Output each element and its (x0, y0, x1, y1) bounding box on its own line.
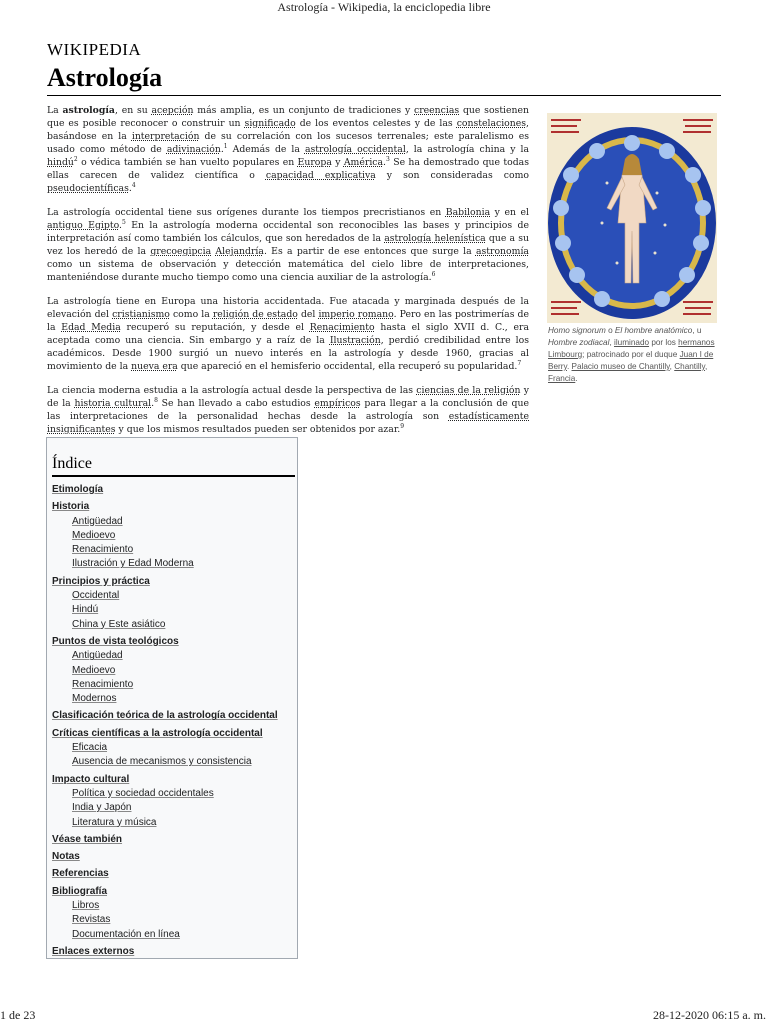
link-antiguo-egipto[interactable]: antiguo Egipto (47, 220, 120, 231)
link-chantilly[interactable]: Chantilly (674, 362, 706, 371)
page-title: Astrología (47, 62, 721, 96)
print-header: Astrología - Wikipedia, la enciclopedia libre (277, 0, 491, 14)
toc-link[interactable]: Ausencia de mecanismos y consistencia (72, 756, 252, 768)
toc-link[interactable]: Libros (72, 900, 100, 912)
toc-item (51, 649, 293, 663)
link-astronomia[interactable]: astronomía (475, 246, 529, 257)
toc-item (51, 603, 293, 617)
link-grecoegipcia[interactable]: grecoegipcia (150, 246, 212, 257)
toc-item (51, 899, 293, 913)
toc-item (51, 801, 293, 815)
ref-8[interactable]: 8 (154, 396, 158, 404)
link-historia-cultural[interactable]: historia cultural (74, 398, 152, 409)
toc-item (51, 664, 293, 678)
zodiac-man-image[interactable] (547, 113, 717, 323)
toc-link[interactable]: Referencias (52, 868, 109, 880)
link-nueva-era[interactable]: nueva era (131, 361, 178, 372)
wikipedia-wordmark[interactable]: WIKIPEDIA (47, 40, 142, 59)
toc-item (51, 755, 293, 769)
toc-link[interactable]: Historia (52, 501, 90, 513)
link-america[interactable]: América (343, 157, 384, 168)
ref-7[interactable]: 7 (517, 359, 522, 367)
ref-4[interactable]: 4 (131, 181, 136, 189)
link-interpretacion[interactable]: interpretación (131, 131, 200, 142)
toc-item (51, 500, 293, 514)
toc-item (51, 543, 293, 557)
link-hindu[interactable]: hindú (47, 157, 74, 168)
link-astrologia-occidental[interactable]: astrología occidental (304, 144, 406, 155)
toc-item (51, 575, 293, 589)
image-caption: Homo signorum o El hombre anatómico, u Hombre zodiacal, iluminado por los hermanos Limbourg; patrocinado por el duque Juan I de Berry. Palacio museo de Chantilly, Chantilly, Francia. (548, 326, 715, 383)
toc-list (51, 483, 293, 959)
link-francia[interactable]: Francia (548, 374, 576, 383)
toc-item (51, 618, 293, 632)
intro-paragraph-3: La astrología tiene en Europa una historia accidentada. Fue atacada y marginada después de la elevación del cristianismo como la religión de estado del imperio romano. Pero en las postrimerías de la Edad Media recuperó su reputación, y desde el Renacimiento hasta el siglo XVII d. C., era aceptada como una ciencia. Sin embargo y a raíz de la Ilustración, perdió credibilidad entre los académicos. Desde 1900 surgió un nuevo interés en la astrología y desde 1960, gracias al movimiento de la nueva era que apareció en el hemisferio occidental, ella recuperó su popularidad.$^7$ (47, 296, 529, 372)
toc-link[interactable]: Ilustración y Edad Moderna (72, 558, 194, 570)
toc-link[interactable]: Medioevo (72, 664, 116, 676)
toc-item (51, 741, 293, 755)
toc-item (51, 483, 293, 497)
ref-3[interactable]: 3 (386, 155, 390, 163)
link-palacio-museo-chantilly[interactable]: Palacio museo de Chantilly (571, 362, 670, 371)
toc-link[interactable]: Literatura y música (72, 816, 157, 828)
zodiac-illumination-graphic (547, 113, 717, 323)
toc-item (51, 557, 293, 571)
toc-item (51, 787, 293, 801)
toc-item (51, 515, 293, 529)
link-estadisticamente-insignificantes[interactable]: estadísticamente insignificantes (47, 411, 529, 435)
link-hermanos-limbourg[interactable]: hermanos Limbourg (548, 338, 715, 359)
toc-link[interactable]: Principios y práctica (52, 575, 150, 587)
toc-item (51, 709, 293, 723)
toc-link[interactable]: Renacimiento (72, 678, 134, 690)
toc-link[interactable]: Occidental (72, 590, 120, 602)
toc-link[interactable]: China y Este asiático (72, 618, 166, 630)
toc-item (51, 692, 293, 706)
link-empiricos[interactable]: empíricos (314, 398, 361, 409)
link-capacidad-explicativa[interactable]: capacidad explicativa (265, 170, 376, 181)
toc-link[interactable]: Antigüedad (72, 515, 123, 527)
link-europa[interactable]: Europa (297, 157, 332, 168)
print-datetime: 28-12-2020 06:15 a. m. (653, 1008, 766, 1022)
ref-5[interactable]: 5 (121, 218, 126, 226)
toc-item (51, 833, 293, 847)
century-numeral: XVII (453, 322, 475, 333)
ref-1[interactable]: 1 (223, 142, 228, 150)
intro-paragraph-2: La astrología occidental tiene sus orígenes durante los tiempos precristianos en Babilonia y en el antiguo Egipto.$^5$ En la astrología moderna occidental son reconocibles las bases y principios de interpretación así como también los cálculos, que son heredados de la astrología helenística que a su vez los heredó de la grecoegipcia Alejandría. Es a partir de ese entonces que surge la astronomía como un sistema de observación y detección matemática del cielo libre de interpretaciones, manteniéndose durante mucho tiempo como una ciencia auxiliar de la astrología.$^6$ (47, 207, 530, 283)
link-creencias[interactable]: creencias (414, 105, 460, 116)
link-constelaciones[interactable]: constelaciones (456, 118, 527, 129)
toc-link[interactable]: Revistas (72, 914, 111, 926)
toc-link[interactable]: Renacimiento (72, 544, 134, 556)
link-ilustracion[interactable]: Ilustración (329, 335, 381, 346)
toc-link[interactable]: Críticas científicas a la astrología occidental (52, 727, 263, 739)
toc-link[interactable]: Clasificación teórica de la astrología occidental (52, 710, 278, 722)
toc-title: Índice (52, 454, 295, 477)
link-cristianismo[interactable]: cristianismo (112, 309, 170, 320)
toc-item (51, 928, 293, 942)
link-pseudocientificas[interactable]: pseudocientíficas (47, 183, 129, 194)
link-significado[interactable]: significado (244, 118, 296, 129)
link-iluminado[interactable]: iluminado (614, 338, 650, 347)
toc-item (51, 529, 293, 543)
toc-link[interactable]: Documentación en línea (72, 928, 180, 940)
toc-link[interactable]: Etimología (52, 484, 104, 495)
link-astrologia-helenistica[interactable]: astrología helenística (384, 233, 486, 244)
ref-2[interactable]: 2 (73, 155, 78, 163)
article-subject: astrología (62, 105, 115, 116)
toc-link[interactable]: India y Japón (72, 802, 132, 814)
toc-link[interactable]: Hindú (72, 604, 99, 616)
link-edad-media[interactable]: Edad Media (61, 322, 121, 333)
toc-item (51, 589, 293, 603)
toc-item (51, 635, 293, 649)
toc-item (51, 885, 293, 899)
toc-link[interactable]: Medioevo (72, 529, 116, 541)
toc-item (51, 867, 293, 881)
toc-link[interactable]: Bibliografía (52, 885, 108, 897)
toc-link[interactable]: Véase también (52, 833, 123, 845)
toc-link[interactable]: Antigüedad (72, 650, 123, 662)
link-imperio-romano[interactable]: imperio romano (318, 309, 394, 320)
toc-item (51, 816, 293, 830)
link-juan-de-berry[interactable]: Juan I de Berry (548, 350, 714, 371)
ref-6[interactable]: 6 (431, 270, 436, 278)
link-renacimiento[interactable]: Renacimiento (309, 322, 375, 333)
table-of-contents (46, 437, 298, 959)
ref-9[interactable]: 9 (400, 422, 405, 430)
page-counter: 1 de 23 (0, 1008, 36, 1022)
toc-item (51, 773, 293, 787)
link-acepcion[interactable]: acepción (151, 105, 194, 116)
toc-link[interactable]: Puntos de vista teológicos (52, 635, 179, 647)
toc-link[interactable]: Modernos (72, 693, 117, 705)
link-adivinacion[interactable]: adivinación (166, 144, 221, 155)
intro-paragraph-1: La astrología, en su acepción más amplia, es un conjunto de tradiciones y creencias que sostienen que es posible reconocer o construir un significado de los eventos celestes y de las constelaciones, basándose en la interpretación de su correlación con los sucesos terrenales; este paralelismo es usado como método de adivinación.$^1$ Además de la astrología occidental, la astrología china y la hindú$^2$ o védica también se han vuelto populares en Europa y América.$^3$ Se ha demostrado que todas ellas carecen de validez científica o capacidad explicativa y son consideradas como pseudocientíficas.$^4$ (47, 105, 530, 194)
link-alejandria[interactable]: Alejandría (215, 246, 264, 257)
toc-item (51, 850, 293, 864)
toc-link[interactable]: Enlaces externos (52, 945, 135, 957)
link-ciencias-de-la-religion[interactable]: ciencias de la religión (416, 385, 521, 396)
toc-link[interactable]: Eficacia (72, 742, 108, 754)
intro-paragraph-4: La ciencia moderna estudia a la astrología actual desde la perspectiva de las ciencias de la religión y de la historia cultural.$^8$ Se han llevado a cabo estudios empíricos para llegar a la conclusión de que las interpretaciones de la personalidad hechas desde la astrología son estadísticamente insignificantes y que los mismos resultados pueden ser obtenidos por azar.$^9$ (47, 385, 529, 435)
toc-item (51, 727, 293, 741)
link-religion-de-estado[interactable]: religión de estado (212, 309, 298, 320)
toc-item (51, 678, 293, 692)
toc-link[interactable]: Notas (52, 851, 80, 863)
toc-link[interactable]: Impacto cultural (52, 773, 130, 785)
toc-item (51, 945, 293, 959)
toc-link[interactable]: Política y sociedad occidentales (72, 787, 214, 799)
toc-item (51, 913, 293, 927)
article-body (47, 104, 529, 447)
link-babilonia[interactable]: Babilonia (445, 207, 491, 218)
